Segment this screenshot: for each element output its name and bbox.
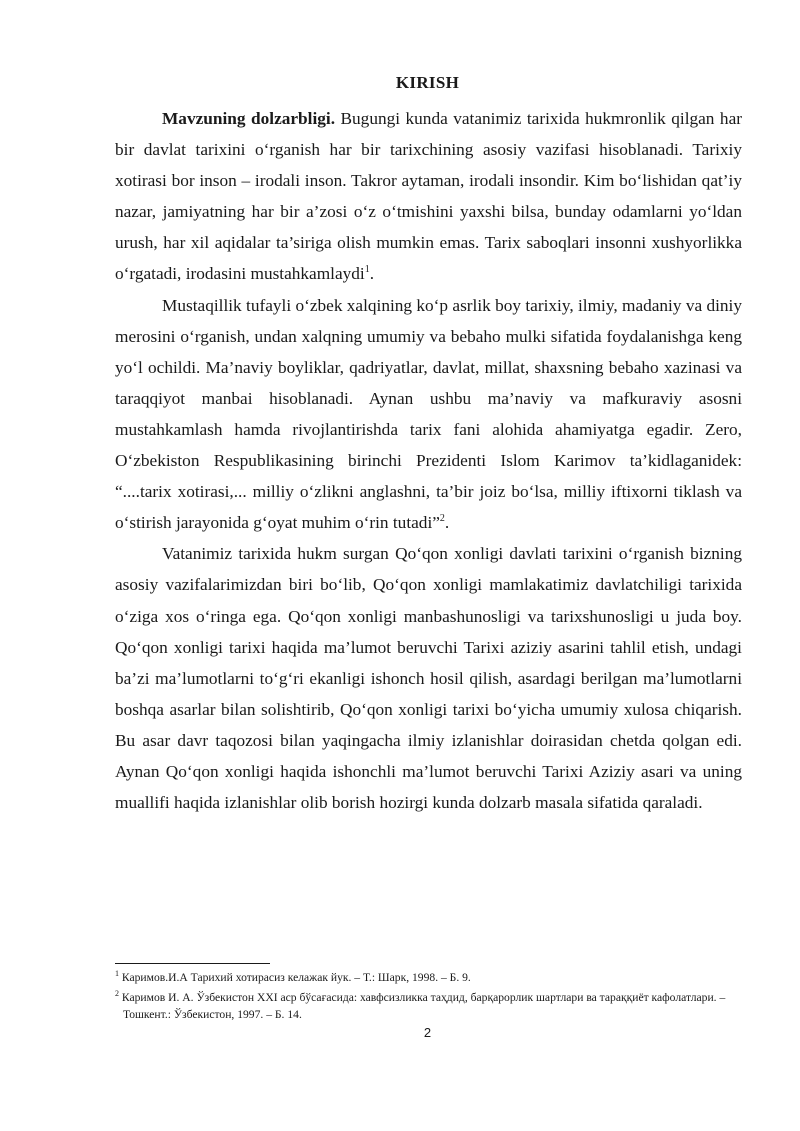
section-heading: KIRISH bbox=[395, 73, 460, 92]
footnote-separator bbox=[115, 963, 270, 964]
footnotes bbox=[115, 969, 745, 1026]
paragraph-1-text: Bugungi kunda vatanimiz tarixida hukmronlik qilgan har bir davlat tarixini o‘rganish har bir tarixchining asosiy vazifasi hisoblanadi. Tarixiy xotirasi bor inson – irodali inson. Takror aytaman, irodali insondir. Kim bo‘lishidan qat’iy nazar, jamiyatning har bir a’zosi o‘z o‘tmishini yaxshi bilsa, bunday odamlarni yo‘ldan urush, har xil aqidalar ta’siriga olish mumkin emas. Tarix saboqlari insonni xushyorlikka o‘rgatadi, irodasini mustahkamlaydi bbox=[115, 109, 742, 284]
footnote-2 bbox=[115, 989, 745, 1023]
page-number: 2 bbox=[423, 1025, 432, 1040]
paragraph-2: Mustaqillik tufayli o‘zbek xalqining ko‘p asrlik boy tarixiy, ilmiy, madaniy va diniy merosini o‘rganish, undan xalqning umumiy va bebaho mulki sifatida foydalanishga keng yo‘l ochildi. Ma’naviy boyliklar, qadriyatlar, davlat, millat, shaxsning bebaho xazinasi va taraqqiyot manbai hisoblanadi. Aynan ushbu ma’naviy va mafkuraviy asosni mustahkamlash hamda rivojlantirishda tarix fani alohida ahamiyatga egadir. Zero, O‘zbekiston Respublikasining birinchi Prezidenti Islom Karimov ta’kidlaganidek: “....tarix xotirasi,... milliy o‘zlikni anglashni, ta’bir joiz bo‘lsa, milliy iftixorni tiklash va o‘stirish jarayonida g‘oyat muhim o‘rin tutadi”$^2$. bbox=[115, 295, 742, 533]
paragraph-3-text: Vatanimiz tarixida hukm surgan Qo‘qon xonligi davlati tarixini o‘rganish bizning asosiy vazifalarimizdan biri bo‘lib, Qo‘qon xonligi mamlakatimiz davlatchiligi tarixida o‘ziga xos o‘ringa ega. Qo‘qon xonligi manbashunosligi va tarixshunosligi u juda boy. Qo‘qon xonligi tarixi haqida ma’lumot beruvchi Tarixi aziziy asarini tahlil etish, undagi ba’zi ma’lumotlarni to‘g‘ri ekanligi ishonch hosil qilish, asardagi berilgan ma’lumotlarni boshqa asarlar bilan solishtirib, Qo‘qon xonligi tarixi bo‘yicha umumiy xulosa chiqarish. Bu asar davr taqozosi bilan yaqingacha ilmiy izlanishlar doirasidan chetda qolgan edi. Aynan Qo‘qon xonligi haqida ishonchli ma’lumot beruvchi Tarixi Aziziy asari va uning muallifi haqida izlanishlar olib borish hozirgi kunda dolzarb masala sifatida qaraladi. bbox=[115, 544, 742, 813]
footnote-ref-1[interactable]: 1 bbox=[364, 264, 370, 276]
footnote-1-text: Каримов.И.А Тарихий хотирасиз келажак йук. – Т.: Шарк, 1998. – Б. 9. bbox=[119, 971, 471, 984]
paragraph-1: Mavzuning dolzarbligi. Bugungi kunda vatanimiz tarixida hukmronlik qilgan har bir davlat tarixini o‘rganish har bir tarixchining asosiy vazifasi hisoblanadi. Tarixiy xotirasi bor inson – irodali inson. Takror aytaman, irodali insondir. Kim bo‘lishidan qat’iy nazar, jamiyatning har bir a’zosi o‘z o‘tmishini yaxshi bilsa, bunday odamlarni yo‘ldan urush, har xil aqidalar ta’siriga olish mumkin emas. Tarix saboqlari insonni xushyorlikka o‘rgatadi, irodasini mustahkamlaydi$^1$. bbox=[115, 109, 742, 284]
footnote-ref-2[interactable]: 2 bbox=[439, 513, 445, 525]
footnote-1 bbox=[115, 969, 745, 986]
paragraph-3 bbox=[115, 538, 742, 818]
footnote-2-text: Каримов И. А. Ўзбекистон XXI аср бўсағасида: хавфсизликка таҳдид, барқарорлик шартлари ва тараққиёт кафолатлари. – Тошкент.: Ўзбекистон, 1997. – Б. 14. bbox=[119, 991, 726, 1021]
paragraph-2-text: Mustaqillik tufayli o‘zbek xalqining ko‘p asrlik boy tarixiy, ilmiy, madaniy va diniy merosini o‘rganish, undan xalqning umumiy va bebaho mulki sifatida foydalanishga keng yo‘l ochildi. Ma’naviy boyliklar, qadriyatlar, davlat, millat, shaxsning bebaho xazinasi va taraqqiyot manbai hisoblanadi. Aynan ushbu ma’naviy va mafkuraviy asosni mustahkamlash hamda rivojlantirishda tarix fani alohida ahamiyatga egadir. Zero, O‘zbekiston Respublikasining birinchi Prezidenti Islom Karimov ta’kidlaganidek: “....tarix xotirasi,... milliy o‘zlikni anglashni, ta’bir joiz bo‘lsa, milliy iftixorni tiklash va o‘stirish jarayonida g‘oyat muhim o‘rin tutadi” bbox=[115, 295, 742, 533]
footnote-marker-1: 1 bbox=[115, 969, 119, 979]
body-text bbox=[115, 103, 742, 818]
paragraph-lead: Mavzuning dolzarbligi. bbox=[162, 109, 336, 128]
footnote-marker-2: 2 bbox=[115, 989, 119, 999]
